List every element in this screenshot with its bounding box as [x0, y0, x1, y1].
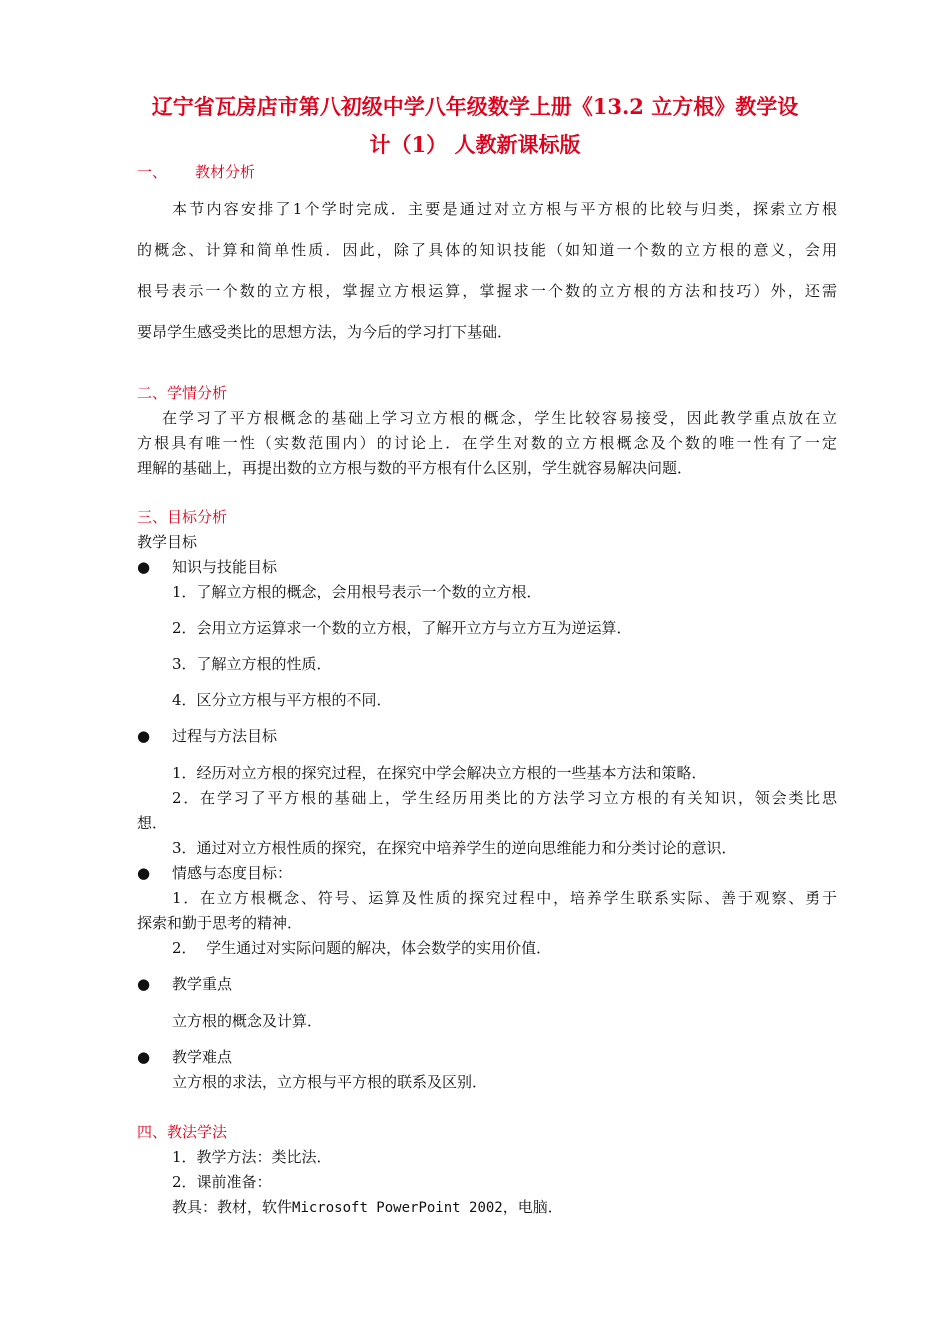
section-3-heading: 三、目标分析: [137, 508, 228, 526]
process-item-2-line-2: 想．: [137, 814, 168, 832]
bullet-icon: ●: [137, 1048, 151, 1066]
process-item-3: 3．通过对立方根性质的探究，在探究中培养学生的逆向思维能力和分类讨论的意识．: [172, 839, 737, 857]
knowledge-item-4: 4．区分立方根与平方根的不同．: [172, 691, 392, 709]
emotion-item-1-line-2: 探索和勤于思考的精神．: [137, 914, 303, 932]
teaching-tools-rest: ，电脑．: [502, 1198, 563, 1216]
method-item-1: 1．教学方法：类比法．: [172, 1148, 332, 1166]
difficulty-text: 立方根的求法，立方根与平方根的联系及区别．: [172, 1073, 488, 1091]
process-item-2-line-1: 2．在学习了平方根的基础上，学生经历用类比的方法学习立方根的有关知识，领会类比思: [172, 789, 837, 807]
process-method-heading: 过程与方法目标: [172, 727, 278, 745]
knowledge-skills-heading: 知识与技能目标: [172, 558, 278, 576]
section-2-para-line-2: 方根具有唯一性（实数范围内）的讨论上．在学生对数的立方根概念及个数的唯一性有了一定: [137, 434, 837, 452]
knowledge-item-1: 1．了解立方根的概念，会用根号表示一个数的立方根．: [172, 583, 542, 601]
section-1-heading: 教材分析: [195, 163, 256, 181]
section-1-para-line-1: 本节内容安排了1个学时完成．主要是通过对立方根与平方根的比较与归类，探索立方根: [172, 200, 837, 218]
title-line-1: 辽宁省瓦房店市第八初级中学八年级数学上册《13.2 立方根》教学设: [151, 94, 799, 119]
method-item-2: 2．课前准备：: [172, 1173, 272, 1191]
knowledge-item-2: 2．会用立方运算求一个数的立方根，了解开立方与立方互为逆运算．: [172, 619, 632, 637]
teaching-goals-label: 教学目标: [137, 533, 198, 551]
section-1-para-line-2: 的概念、计算和简单性质．因此，除了具体的知识技能（如知道一个数的立方根的意义，会用: [137, 241, 837, 259]
emotion-item-2: 2． 学生通过对实际问题的解决，体会数学的实用价值．: [172, 939, 552, 957]
key-point-heading: 教学重点: [172, 975, 233, 993]
teaching-tools-label: 教具：教材，软件: [172, 1198, 293, 1216]
bullet-icon: ●: [137, 975, 151, 993]
bullet-icon: ●: [137, 558, 151, 576]
key-point-text: 立方根的概念及计算．: [172, 1012, 323, 1030]
emotion-item-1-line-1: 1．在立方根概念、符号、运算及性质的探究过程中，培养学生联系实际、善于观察、勇于: [172, 889, 837, 907]
section-2-para-line-1: 在学习了平方根概念的基础上学习立方根的概念，学生比较容易接受，因此教学重点放在立: [162, 409, 837, 427]
section-1-para-line-3: 根号表示一个数的立方根，掌握立方根运算，掌握求一个数的立方根的方法和技巧）外，还需: [137, 282, 837, 300]
section-2-para-line-3: 理解的基础上，再提出数的立方根与数的平方根有什么区别，学生就容易解决问题．: [137, 459, 693, 477]
process-item-1: 1．经历对立方根的探究过程，在探究中学会解决立方根的一些基本方法和策略．: [172, 764, 707, 782]
software-name: Microsoft PowerPoint 2002: [292, 1200, 503, 1216]
teaching-tools-line: [172, 1197, 563, 1218]
knowledge-item-3: 3．了解立方根的性质．: [172, 655, 332, 673]
section-1-number: 一、: [137, 163, 168, 181]
bullet-icon: ●: [137, 864, 151, 882]
difficulty-heading: 教学难点: [172, 1048, 233, 1066]
document-title: [120, 88, 830, 164]
section-1-para-line-4: 要昂学生感受类比的思想方法，为今后的学习打下基础．: [137, 323, 513, 341]
section-2-heading: 二、学情分析: [137, 384, 228, 402]
section-4-heading: 四、教法学法: [137, 1123, 228, 1141]
emotion-attitude-heading: 情感与态度目标：: [172, 864, 293, 882]
title-line-2: 计（1） 人教新课标版: [369, 132, 581, 157]
bullet-icon: ●: [137, 727, 151, 745]
